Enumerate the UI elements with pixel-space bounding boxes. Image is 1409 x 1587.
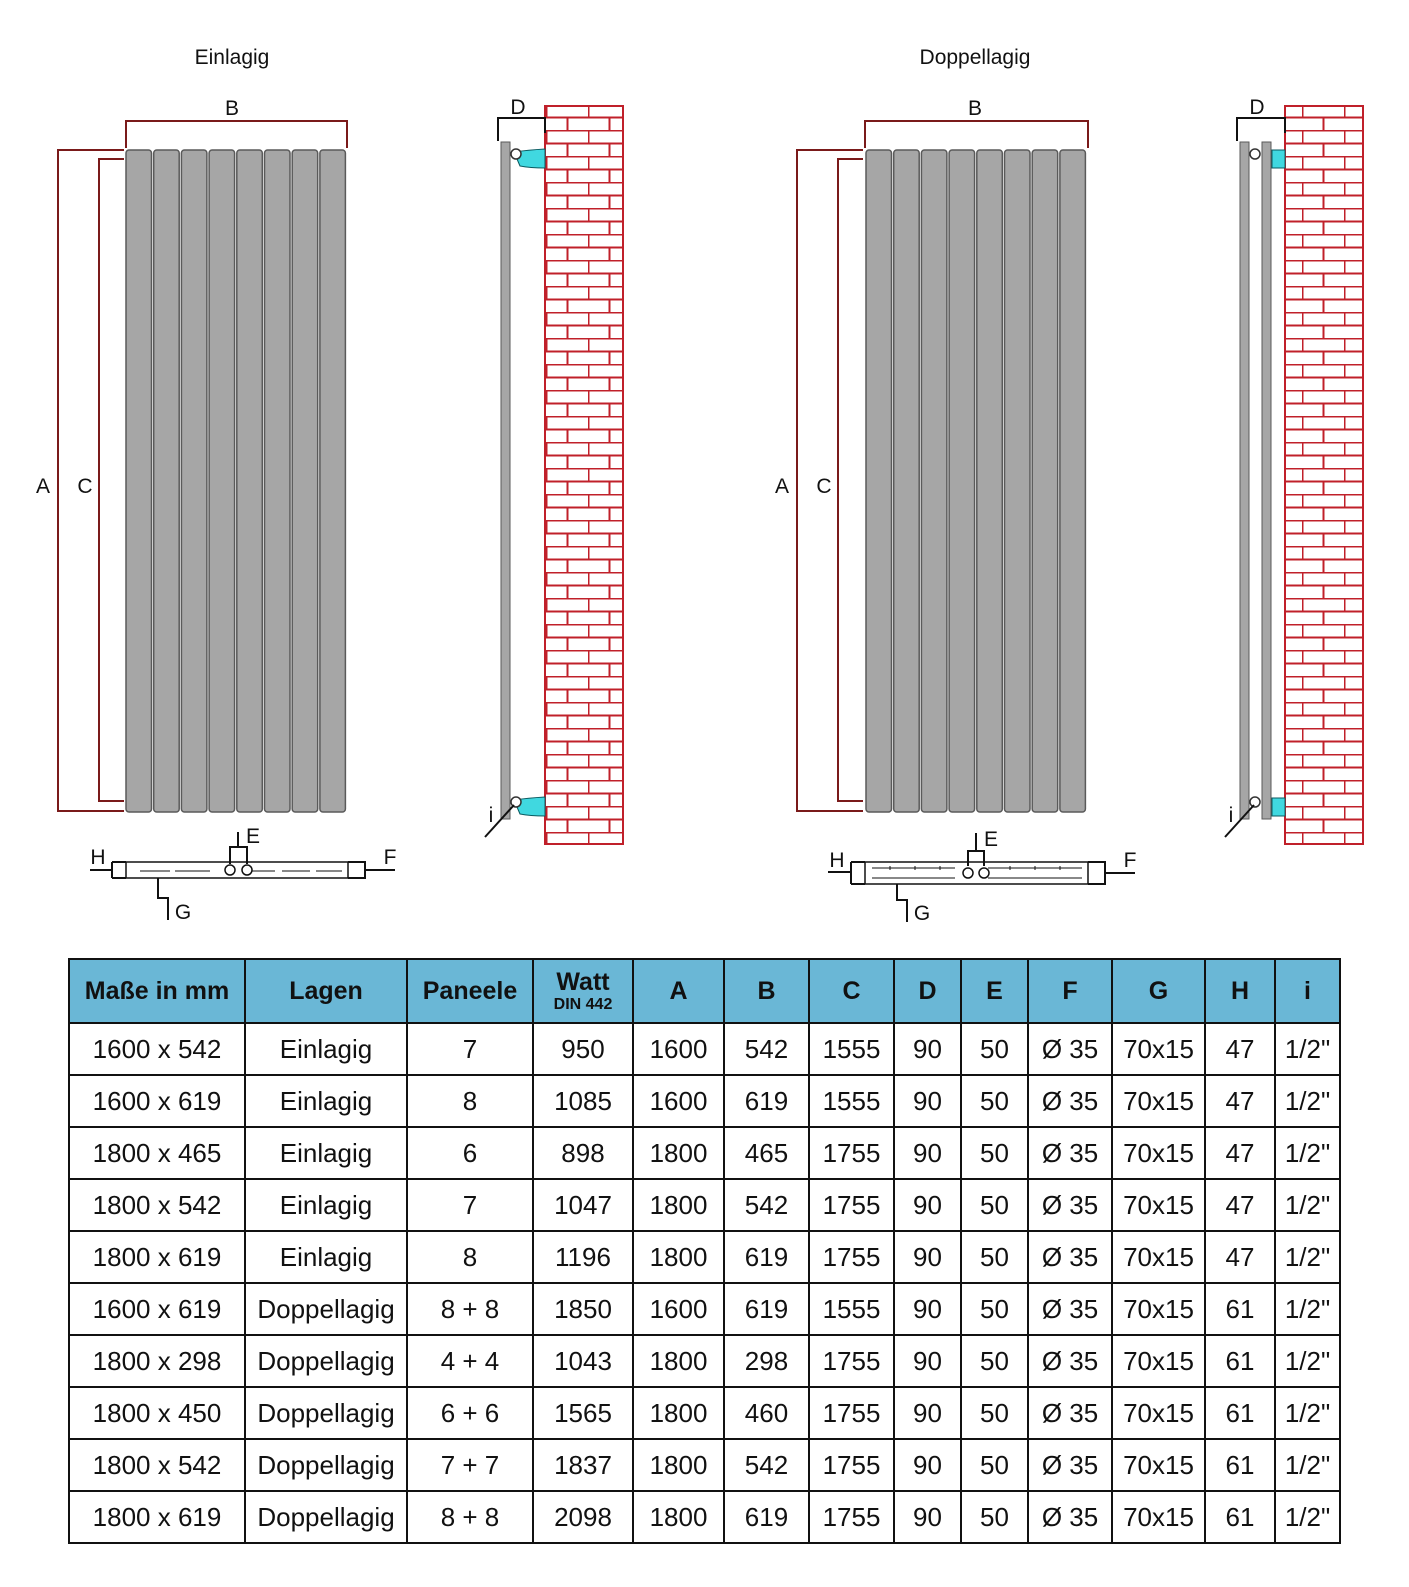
single-dimension-g-line bbox=[158, 878, 168, 920]
double-bottom-bracket bbox=[1272, 798, 1285, 816]
cell-d: 90 bbox=[894, 1439, 961, 1491]
single-dimension-b-line bbox=[126, 121, 347, 148]
cell-g: 70x15 bbox=[1112, 1127, 1205, 1179]
cell-lagen: Doppellagig bbox=[245, 1491, 407, 1543]
double-dimension-b-line bbox=[865, 121, 1088, 148]
cell-paneele: 4 + 4 bbox=[407, 1335, 533, 1387]
table-row bbox=[69, 1127, 1340, 1179]
table-row bbox=[69, 1231, 1340, 1283]
cell-paneele: 8 bbox=[407, 1075, 533, 1127]
cell-h: 47 bbox=[1205, 1127, 1275, 1179]
cell-b: 542 bbox=[724, 1439, 809, 1491]
cell-c: 1755 bbox=[809, 1439, 894, 1491]
cell-i: 1/2" bbox=[1275, 1283, 1340, 1335]
cell-b: 619 bbox=[724, 1491, 809, 1543]
cell-d: 90 bbox=[894, 1491, 961, 1543]
double-panel bbox=[1060, 150, 1086, 812]
cell-e: 50 bbox=[961, 1283, 1028, 1335]
cell-masse: 1600 x 619 bbox=[69, 1075, 245, 1127]
cell-e: 50 bbox=[961, 1335, 1028, 1387]
single-label-c: C bbox=[77, 475, 93, 498]
single-panel bbox=[292, 150, 318, 812]
cell-i: 1/2" bbox=[1275, 1075, 1340, 1127]
cell-c: 1755 bbox=[809, 1179, 894, 1231]
single-label-i: i bbox=[488, 804, 494, 827]
double-top-mount bbox=[1250, 149, 1260, 159]
cell-f: Ø 35 bbox=[1028, 1127, 1112, 1179]
cell-g: 70x15 bbox=[1112, 1439, 1205, 1491]
double-label-g: G bbox=[913, 902, 931, 925]
cell-i: 1/2" bbox=[1275, 1127, 1340, 1179]
table-row bbox=[69, 1387, 1340, 1439]
cell-h: 47 bbox=[1205, 1023, 1275, 1075]
cell-g: 70x15 bbox=[1112, 1387, 1205, 1439]
cell-c: 1555 bbox=[809, 1283, 894, 1335]
cell-f: Ø 35 bbox=[1028, 1491, 1112, 1543]
cell-c: 1755 bbox=[809, 1491, 894, 1543]
double-bottom-mount bbox=[1250, 797, 1260, 807]
double-side-panel-back bbox=[1262, 142, 1271, 819]
double-top-pipe-right bbox=[979, 868, 989, 878]
cell-paneele: 7 bbox=[407, 1023, 533, 1075]
cell-lagen: Einlagig bbox=[245, 1179, 407, 1231]
cell-watt: 1085 bbox=[533, 1075, 633, 1127]
cell-e: 50 bbox=[961, 1231, 1028, 1283]
cell-masse: 1800 x 619 bbox=[69, 1491, 245, 1543]
table-row bbox=[69, 1023, 1340, 1075]
cell-g: 70x15 bbox=[1112, 1075, 1205, 1127]
cell-b: 542 bbox=[724, 1179, 809, 1231]
cell-watt: 1047 bbox=[533, 1179, 633, 1231]
single-panel bbox=[126, 150, 152, 812]
cell-e: 50 bbox=[961, 1179, 1028, 1231]
cell-e: 50 bbox=[961, 1127, 1028, 1179]
single-panel bbox=[154, 150, 180, 812]
cell-h: 61 bbox=[1205, 1491, 1275, 1543]
cell-paneele: 7 + 7 bbox=[407, 1439, 533, 1491]
header-i: i bbox=[1275, 959, 1340, 1023]
double-side-view bbox=[1225, 96, 1363, 844]
cell-i: 1/2" bbox=[1275, 1439, 1340, 1491]
cell-e: 50 bbox=[961, 1023, 1028, 1075]
table-row bbox=[69, 1179, 1340, 1231]
cell-watt: 1043 bbox=[533, 1335, 633, 1387]
double-top-body bbox=[865, 862, 1088, 884]
cell-a: 1800 bbox=[633, 1439, 724, 1491]
single-dimension-c-line bbox=[99, 159, 124, 801]
single-panel bbox=[265, 150, 291, 812]
cell-i: 1/2" bbox=[1275, 1179, 1340, 1231]
table-row bbox=[69, 1439, 1340, 1491]
single-top-body bbox=[126, 862, 348, 878]
double-label-h: H bbox=[829, 849, 845, 872]
cell-c: 1755 bbox=[809, 1335, 894, 1387]
single-label-a: A bbox=[35, 475, 51, 498]
cell-f: Ø 35 bbox=[1028, 1075, 1112, 1127]
double-panel bbox=[1032, 150, 1058, 812]
double-dimension-d-line bbox=[1237, 118, 1285, 141]
header-f: F bbox=[1028, 959, 1112, 1023]
double-label-e: E bbox=[983, 828, 999, 851]
single-layer-group bbox=[36, 46, 623, 924]
cell-b: 465 bbox=[724, 1127, 809, 1179]
single-label-h: H bbox=[90, 846, 106, 869]
cell-a: 1800 bbox=[633, 1491, 724, 1543]
cell-a: 1800 bbox=[633, 1231, 724, 1283]
cell-e: 50 bbox=[961, 1387, 1028, 1439]
cell-masse: 1800 x 619 bbox=[69, 1231, 245, 1283]
cell-g: 70x15 bbox=[1112, 1491, 1205, 1543]
double-layer-group bbox=[775, 46, 1363, 925]
single-top-pipe-right bbox=[242, 865, 252, 875]
table-row bbox=[69, 1335, 1340, 1387]
double-label-f: F bbox=[1123, 849, 1137, 872]
cell-h: 47 bbox=[1205, 1179, 1275, 1231]
double-top-view bbox=[828, 828, 1136, 925]
cell-masse: 1600 x 619 bbox=[69, 1283, 245, 1335]
double-panel bbox=[949, 150, 975, 812]
cell-masse: 1800 x 542 bbox=[69, 1179, 245, 1231]
double-title: Doppellagig bbox=[919, 46, 1031, 69]
cell-b: 619 bbox=[724, 1075, 809, 1127]
double-top-pipe-left bbox=[963, 868, 973, 878]
single-panel bbox=[237, 150, 262, 812]
single-front-view bbox=[36, 97, 347, 812]
cell-watt: 1837 bbox=[533, 1439, 633, 1491]
cell-h: 61 bbox=[1205, 1439, 1275, 1491]
cell-paneele: 6 bbox=[407, 1127, 533, 1179]
cell-h: 47 bbox=[1205, 1075, 1275, 1127]
cell-masse: 1800 x 298 bbox=[69, 1335, 245, 1387]
header-g: G bbox=[1112, 959, 1205, 1023]
double-panel bbox=[977, 150, 1003, 812]
cell-i: 1/2" bbox=[1275, 1231, 1340, 1283]
cell-paneele: 8 + 8 bbox=[407, 1491, 533, 1543]
double-side-panel-front bbox=[1240, 142, 1249, 819]
single-side-view bbox=[485, 96, 623, 844]
single-dimension-d-line bbox=[498, 118, 545, 141]
cell-watt: 1196 bbox=[533, 1231, 633, 1283]
cell-masse: 1800 x 450 bbox=[69, 1387, 245, 1439]
single-panel bbox=[209, 150, 235, 812]
cell-a: 1800 bbox=[633, 1387, 724, 1439]
cell-lagen: Doppellagig bbox=[245, 1439, 407, 1491]
header-lagen: Lagen bbox=[245, 959, 407, 1023]
cell-c: 1555 bbox=[809, 1023, 894, 1075]
cell-e: 50 bbox=[961, 1491, 1028, 1543]
cell-lagen: Einlagig bbox=[245, 1231, 407, 1283]
cell-masse: 1600 x 542 bbox=[69, 1023, 245, 1075]
cell-g: 70x15 bbox=[1112, 1023, 1205, 1075]
cell-g: 70x15 bbox=[1112, 1179, 1205, 1231]
single-top-view bbox=[90, 825, 396, 924]
cell-d: 90 bbox=[894, 1023, 961, 1075]
cell-f: Ø 35 bbox=[1028, 1023, 1112, 1075]
cell-lagen: Doppellagig bbox=[245, 1283, 407, 1335]
double-panel bbox=[894, 150, 920, 812]
double-front-view bbox=[775, 97, 1088, 812]
header-watt-label: Watt bbox=[556, 967, 610, 996]
cell-paneele: 6 + 6 bbox=[407, 1387, 533, 1439]
cell-g: 70x15 bbox=[1112, 1283, 1205, 1335]
cell-b: 298 bbox=[724, 1335, 809, 1387]
header-watt-sub: DIN 442 bbox=[553, 995, 613, 1013]
cell-a: 1600 bbox=[633, 1283, 724, 1335]
cell-d: 90 bbox=[894, 1231, 961, 1283]
double-label-b: B bbox=[967, 97, 983, 120]
table-header-row bbox=[69, 959, 1340, 1023]
double-panel bbox=[866, 150, 892, 812]
double-dimension-c-line bbox=[838, 159, 863, 801]
double-label-d: D bbox=[1249, 96, 1265, 119]
cell-watt: 1565 bbox=[533, 1387, 633, 1439]
cell-f: Ø 35 bbox=[1028, 1231, 1112, 1283]
single-title: Einlagig bbox=[194, 46, 270, 69]
header-paneele: Paneele bbox=[407, 959, 533, 1023]
table-body bbox=[69, 1023, 1340, 1543]
header-d: D bbox=[894, 959, 961, 1023]
cell-d: 90 bbox=[894, 1179, 961, 1231]
cell-a: 1800 bbox=[633, 1335, 724, 1387]
cell-watt: 1850 bbox=[533, 1283, 633, 1335]
cell-b: 619 bbox=[724, 1231, 809, 1283]
cell-paneele: 8 + 8 bbox=[407, 1283, 533, 1335]
header-a: A bbox=[633, 959, 724, 1023]
double-radiator-panels bbox=[866, 150, 1085, 812]
single-label-f: F bbox=[383, 846, 397, 869]
header-h: H bbox=[1205, 959, 1275, 1023]
double-dimension-e-line bbox=[968, 833, 984, 866]
header-c: C bbox=[809, 959, 894, 1023]
cell-a: 1800 bbox=[633, 1127, 724, 1179]
cell-f: Ø 35 bbox=[1028, 1283, 1112, 1335]
single-label-e: E bbox=[245, 825, 261, 848]
cell-watt: 950 bbox=[533, 1023, 633, 1075]
single-panel bbox=[181, 150, 207, 812]
cell-f: Ø 35 bbox=[1028, 1179, 1112, 1231]
double-dimension-g-line bbox=[897, 884, 907, 922]
cell-g: 70x15 bbox=[1112, 1335, 1205, 1387]
single-panel bbox=[320, 150, 346, 812]
single-dimension-e-line bbox=[230, 832, 247, 864]
cell-h: 47 bbox=[1205, 1231, 1275, 1283]
cell-paneele: 8 bbox=[407, 1231, 533, 1283]
cell-f: Ø 35 bbox=[1028, 1439, 1112, 1491]
cell-b: 542 bbox=[724, 1023, 809, 1075]
table-row bbox=[69, 1283, 1340, 1335]
single-wall bbox=[545, 106, 623, 844]
table-row bbox=[69, 1491, 1340, 1543]
cell-f: Ø 35 bbox=[1028, 1387, 1112, 1439]
single-label-d: D bbox=[510, 96, 526, 119]
cell-e: 50 bbox=[961, 1075, 1028, 1127]
cell-watt: 2098 bbox=[533, 1491, 633, 1543]
double-top-bracket bbox=[1272, 150, 1285, 168]
cell-h: 61 bbox=[1205, 1335, 1275, 1387]
cell-paneele: 7 bbox=[407, 1179, 533, 1231]
cell-h: 61 bbox=[1205, 1283, 1275, 1335]
cell-a: 1600 bbox=[633, 1075, 724, 1127]
cell-a: 1800 bbox=[633, 1179, 724, 1231]
cell-lagen: Einlagig bbox=[245, 1127, 407, 1179]
cell-b: 619 bbox=[724, 1283, 809, 1335]
cell-masse: 1800 x 465 bbox=[69, 1127, 245, 1179]
double-panel bbox=[921, 150, 947, 812]
cell-d: 90 bbox=[894, 1127, 961, 1179]
double-wall bbox=[1285, 106, 1363, 844]
cell-lagen: Einlagig bbox=[245, 1075, 407, 1127]
cell-c: 1755 bbox=[809, 1127, 894, 1179]
cell-lagen: Doppellagig bbox=[245, 1335, 407, 1387]
header-e: E bbox=[961, 959, 1028, 1023]
cell-i: 1/2" bbox=[1275, 1387, 1340, 1439]
single-top-mount bbox=[511, 149, 521, 159]
single-label-b: B bbox=[224, 97, 240, 120]
double-label-a: A bbox=[774, 475, 790, 498]
cell-c: 1755 bbox=[809, 1387, 894, 1439]
double-panel bbox=[1005, 150, 1031, 812]
single-radiator-panels bbox=[126, 150, 345, 812]
cell-g: 70x15 bbox=[1112, 1231, 1205, 1283]
cell-e: 50 bbox=[961, 1439, 1028, 1491]
cell-watt: 898 bbox=[533, 1127, 633, 1179]
cell-masse: 1800 x 542 bbox=[69, 1439, 245, 1491]
cell-f: Ø 35 bbox=[1028, 1335, 1112, 1387]
cell-c: 1755 bbox=[809, 1231, 894, 1283]
cell-lagen: Einlagig bbox=[245, 1023, 407, 1075]
cell-h: 61 bbox=[1205, 1387, 1275, 1439]
header-watt bbox=[533, 959, 633, 1023]
header-b: B bbox=[724, 959, 809, 1023]
cell-d: 90 bbox=[894, 1075, 961, 1127]
single-label-g: G bbox=[174, 901, 192, 924]
double-label-c: C bbox=[816, 475, 832, 498]
cell-d: 90 bbox=[894, 1387, 961, 1439]
cell-a: 1600 bbox=[633, 1023, 724, 1075]
single-top-pipe-left bbox=[225, 865, 235, 875]
spec-table bbox=[68, 958, 1341, 1544]
cell-i: 1/2" bbox=[1275, 1335, 1340, 1387]
double-label-i: i bbox=[1228, 804, 1234, 827]
cell-i: 1/2" bbox=[1275, 1023, 1340, 1075]
header-masse: Maße in mm bbox=[69, 959, 245, 1023]
table-row bbox=[69, 1075, 1340, 1127]
cell-lagen: Doppellagig bbox=[245, 1387, 407, 1439]
cell-d: 90 bbox=[894, 1335, 961, 1387]
cell-c: 1555 bbox=[809, 1075, 894, 1127]
single-side-panel bbox=[501, 142, 510, 819]
cell-d: 90 bbox=[894, 1283, 961, 1335]
cell-b: 460 bbox=[724, 1387, 809, 1439]
cell-i: 1/2" bbox=[1275, 1491, 1340, 1543]
